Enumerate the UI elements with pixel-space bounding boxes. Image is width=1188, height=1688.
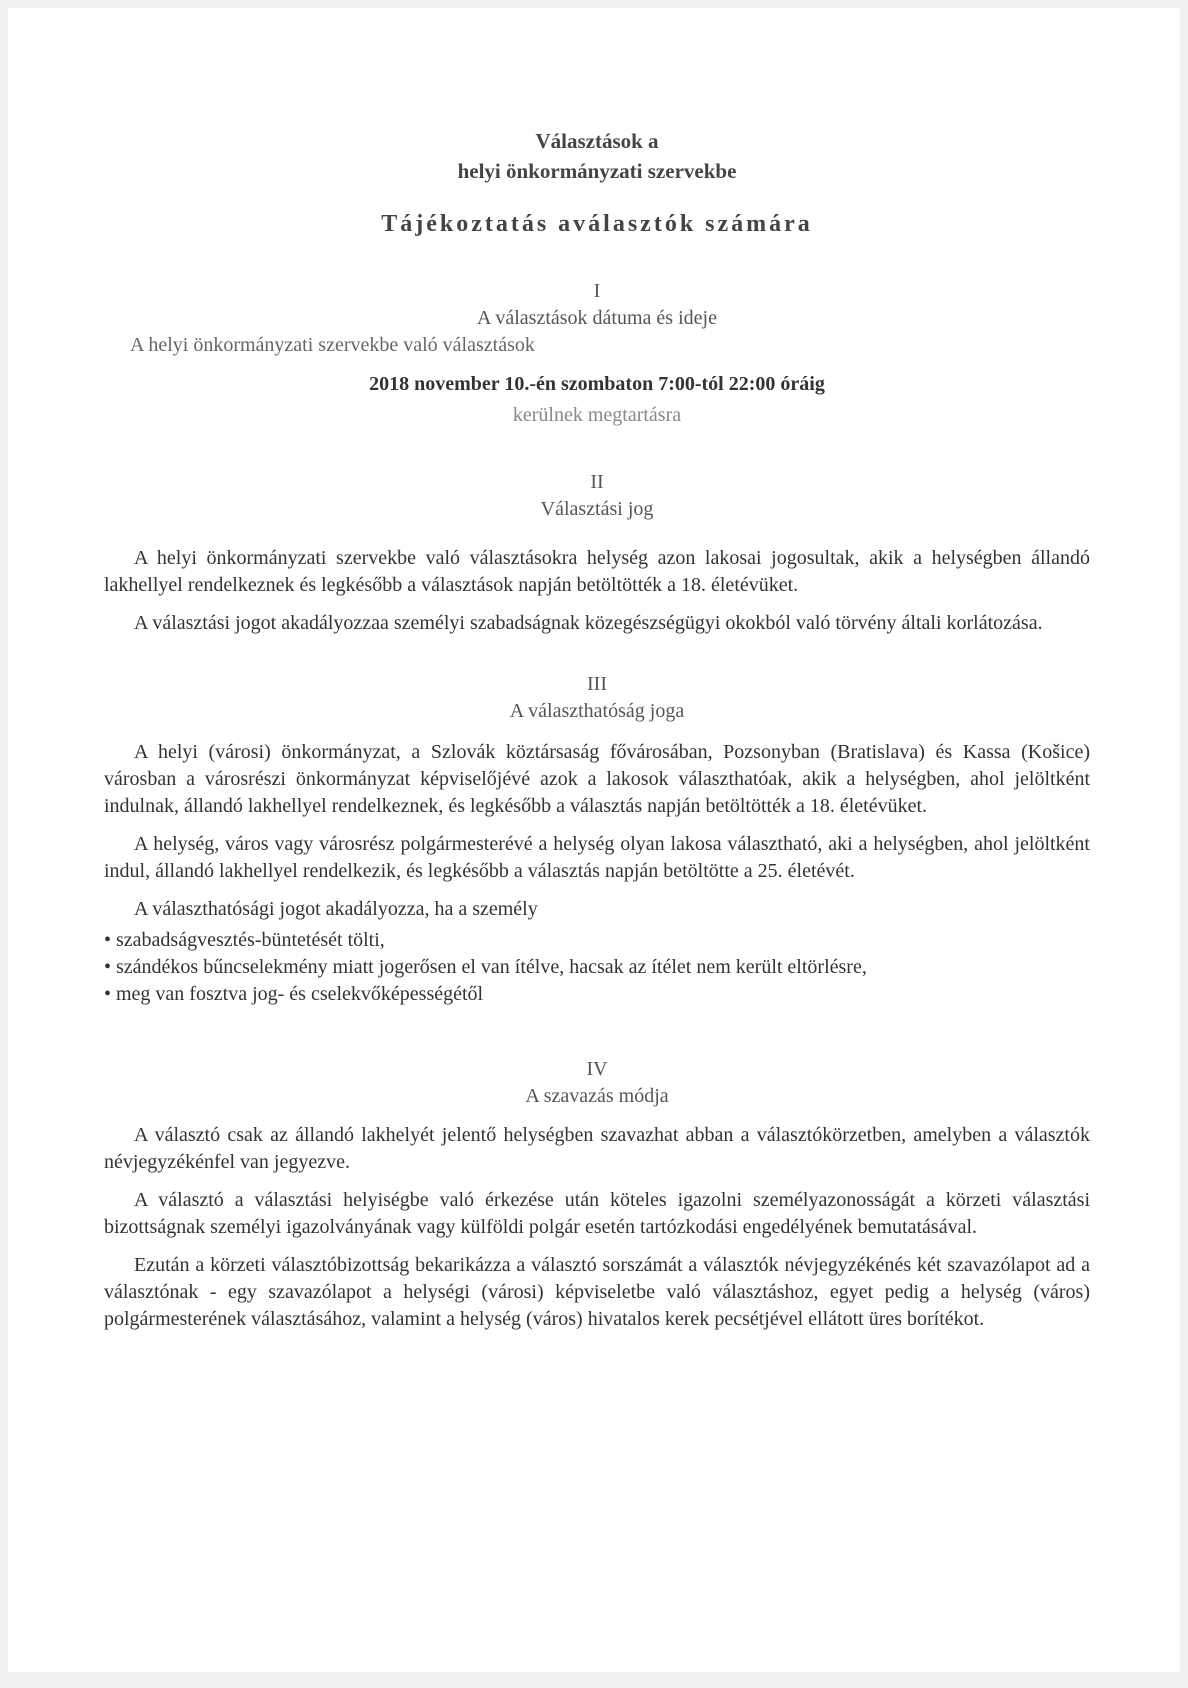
section-2-paragraph-1: A helyi önkormányzati szervekbe való választásokra helység azon lakosai jogosultak, akik a helységben állandó lakhellyel rendelkeznek és legkésőbb a választások napján betöltötték a 18. életévüket. xyxy=(104,547,1090,596)
section-4-number: IV xyxy=(586,1058,608,1080)
section-3-paragraph-1: A helyi (városi) önkormányzat, a Szlovák köztársaság fővárosában, Pozsonyban (Bratislava) és Kassa (Košice) városban a városrészi önkormányzat képviselőjévé azok a lakosok választhatóak, akik a helységben, ahol jelöltként indulnak, állandó lakhellyel rendelkeznek, és legkésőbb a választás napján betöltötték a 18. életévüket. xyxy=(104,741,1090,817)
list-item: • szabadságvesztés-büntetését tölti, xyxy=(104,927,1090,954)
document-title-line-1: Választások a xyxy=(535,129,659,153)
section-2-number: II xyxy=(590,471,604,493)
section-3-title: A választhatóság joga xyxy=(509,700,685,722)
list-item: • meg van fosztva jog- és cselekvőképességétől xyxy=(104,981,1090,1008)
document-page xyxy=(8,8,1180,1672)
section-4-paragraph-1: A választó csak az állandó lakhelyét jelentő helységben szavazhat abban a választókörzetben, amelyben a választók névjegyzékénfel van jegyezve. xyxy=(104,1124,1090,1173)
section-2-paragraph-2: A választási jogot akadályozzaa személyi szabadságnak közegészségügyi okokból való törvény általi korlátozása. xyxy=(134,612,1043,634)
election-date-line: 2018 november 10.-én szombaton 7:00-tól 22:00 óráig xyxy=(369,373,825,395)
main-title: Tájékoztatás aválasztók számára xyxy=(381,211,813,237)
list-item: • szándékos bűncselekmény miatt jogerősen el van ítélve, hacsak az ítélet nem került eltörlésre, xyxy=(104,954,1090,981)
ineligibility-list xyxy=(104,927,1090,1008)
section-3-number: III xyxy=(587,673,607,695)
section-3-paragraph-2: A helység, város vagy városrész polgármesterévé a helység olyan lakosa választható, aki a helységben, ahol jelöltként indul, állandó lakhellyel rendelkezik, és legkésőbb a választás napján betöltötte a 25. életévét. xyxy=(104,833,1090,882)
document-content xyxy=(104,126,1090,1344)
section-4-paragraph-3: Ezután a körzeti választóbizottság bekarikázza a választó sorszámát a választók névjegyzékénés két szavazólapot ad a választónak - egy szavazólapot a helységi (városi) képviseletbe való választáshoz, egyet pedig a helység (város) polgármesterének választásához, valamint a helység (város) hivatalos kerek pecsétjével ellátott üres borítékot. xyxy=(104,1254,1090,1330)
section-4-paragraph-2: A választó a választási helyiségbe való érkezése után köteles igazolni személyazonosságát a körzeti választási bizottságnak személyi igazolványának vagy külföldi polgár esetén tartózkodási engedélyének bemutatásával. xyxy=(104,1189,1090,1238)
section-1-line-1: A helyi önkormányzati szervekbe való választások xyxy=(130,334,535,356)
section-1-line-3: kerülnek megtartásra xyxy=(512,404,682,426)
section-1-title: A választások dátuma és ideje xyxy=(477,307,717,329)
section-4-title: A szavazás módja xyxy=(525,1085,669,1107)
section-3-intro: A választhatósági jogot akadályozza, ha a személy xyxy=(134,898,538,920)
section-2-title: Választási jog xyxy=(540,498,654,520)
section-1-number: I xyxy=(593,280,601,302)
document-title-line-2: helyi önkormányzati szervekbe xyxy=(457,159,737,183)
